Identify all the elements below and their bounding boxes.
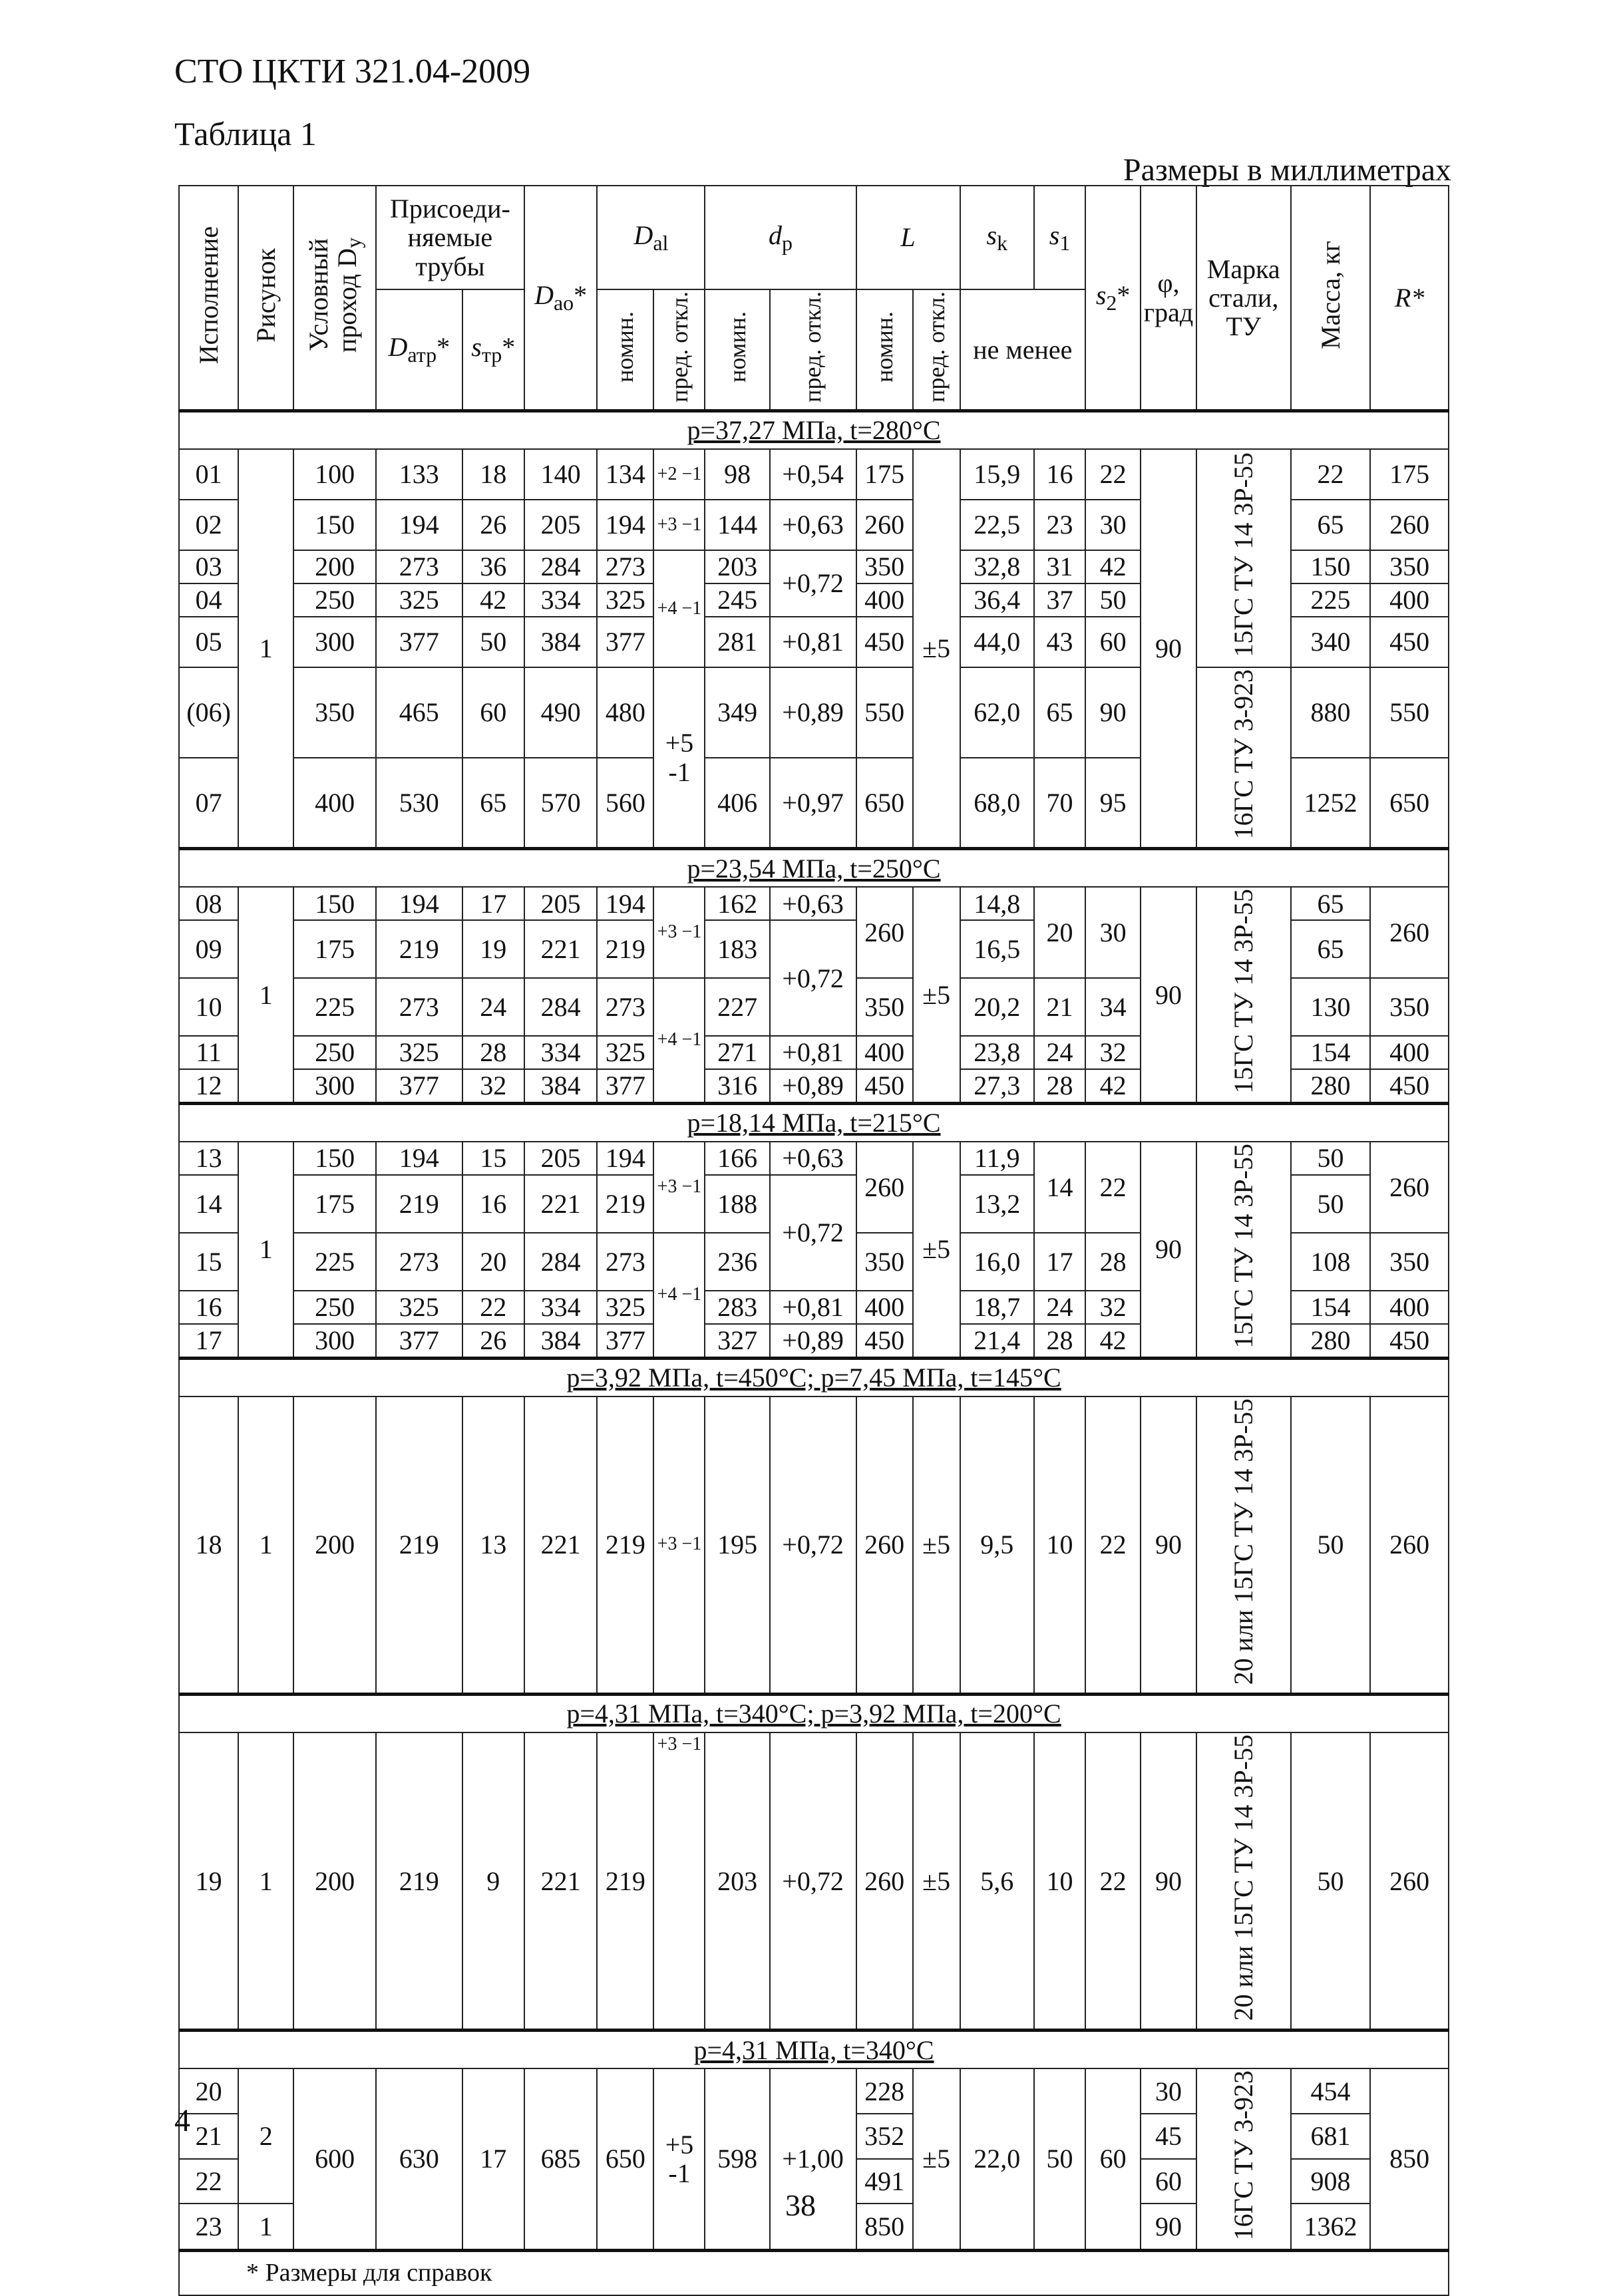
col-dal-nomin: номин. bbox=[597, 289, 653, 411]
units-note: Размеры в миллиметрах bbox=[1123, 152, 1451, 188]
col-dp-nomin: номин. bbox=[705, 289, 769, 411]
table-row: 19 1 200 219 9 221 219 +3 −1 203 +0,72 260 ±5 5,6 10 22 90 20 или 15ГС ТУ 14 3Р-55 50 260 bbox=[179, 1732, 1449, 2031]
footnote-row bbox=[179, 2250, 1449, 2295]
table-row: 07 400 530 65 570 560 406 +0,97 650 68,0 70 95 1252 650 bbox=[179, 758, 1449, 849]
section-row: p=18,14 МПа, t=215°С bbox=[179, 1103, 1449, 1142]
table-row: 03 200 273 36 284 273 +4 −1 203 +0,72 350 32,8 31 42 150 350 bbox=[179, 550, 1449, 583]
section-row: p=37,27 МПа, t=280°С bbox=[179, 411, 1449, 450]
table-row: 04 250 325 42 334 325 245 400 36,4 37 50 225 400 bbox=[179, 583, 1449, 617]
table-row: 20 2 600 630 17 685 650 +5 -1 598 +1,00 228 ±5 22,0 50 60 30 16ГС ТУ 3-923 454 850 bbox=[179, 2068, 1449, 2114]
col-dp: $d_p$ bbox=[705, 186, 856, 289]
col-dao: $D_{ао}*$ bbox=[524, 186, 597, 411]
table-row: 15 225 273 20 284 273 +4 −1 236 350 16,0 17 28 108 350 bbox=[179, 1233, 1449, 1291]
col-risunok: Рисунок bbox=[238, 186, 293, 411]
section-row: p=23,54 МПа, t=250°С bbox=[179, 849, 1449, 888]
table-row: 05 300 377 50 384 377 281 +0,81 450 44,0 43 60 340 450 bbox=[179, 617, 1449, 667]
table-row: 18 1 200 219 13 221 219 +3 −1 195 +0,72 260 ±5 9,5 10 22 90 20 или 15ГС ТУ 14 3Р-55 50 260 bbox=[179, 1396, 1449, 1695]
table-row: 02 150 194 26 205 194 +3 −1 144 +0,63 260 22,5 23 30 65 260 bbox=[179, 500, 1449, 550]
table-row: 22 491 60 908 bbox=[179, 2159, 1449, 2204]
col-smp: $s_{тр}*$ bbox=[462, 289, 524, 411]
col-ispolnenie: Исполнение bbox=[179, 186, 238, 411]
col-dal-pred: пред. откл. bbox=[653, 289, 705, 411]
col-r: R* bbox=[1370, 186, 1449, 411]
table-row: (06) 350 465 60 490 480 +5 -1 349 +0,89 550 62,0 65 90 16ГС ТУ 3-923 880 550 bbox=[179, 667, 1449, 758]
dimensions-table bbox=[178, 185, 1449, 2296]
table-row: 11 250 325 28 334 325 271 +0,81 400 23,8 24 32 154 400 bbox=[179, 1036, 1449, 1069]
col-mass: Масса, кг bbox=[1291, 186, 1371, 411]
table-row: 13 1 150 194 15 205 194 +3 −1 166 +0,63 260 ±5 11,9 14 22 90 15ГС ТУ 14 3Р-55 50 260 bbox=[179, 1142, 1449, 1175]
section-row: p=3,92 МПа, t=450°С; p=7,45 МПа, t=145°С bbox=[179, 1358, 1449, 1396]
table-row: 21 352 45 681 bbox=[179, 2114, 1449, 2159]
document-page-number: 38 bbox=[785, 2188, 816, 2222]
col-ne-menee: не менее bbox=[960, 289, 1086, 411]
table-row: 14 175 219 16 221 219 188 +0,72 13,2 50 bbox=[179, 1175, 1449, 1233]
col-pipes: Присоеди-няемые трубы bbox=[376, 186, 524, 289]
table-row: 23 1 850 90 1362 bbox=[179, 2204, 1449, 2250]
document-code: СТО ЦКТИ 321.04-2009 bbox=[174, 53, 531, 90]
table-title: Таблица 1 bbox=[174, 115, 317, 152]
table-row: 10 225 273 24 284 273 +4 −1 227 350 20,2 21 34 130 350 bbox=[179, 978, 1449, 1036]
section-row: p=4,31 МПа, t=340°С bbox=[179, 2031, 1449, 2069]
footnote: * Размеры для справок bbox=[179, 2250, 1449, 2295]
table-row: 08 1 150 194 17 205 194 +3 −1 162 +0,63 260 ±5 14,8 20 30 90 15ГС ТУ 14 3Р-55 65 260 bbox=[179, 887, 1449, 920]
table-row: 12 300 377 32 384 377 316 +0,89 450 27,3 28 42 280 450 bbox=[179, 1069, 1449, 1104]
section-page-number: 4 bbox=[174, 2103, 190, 2138]
table-row: 09 175 219 19 221 219 183 +0,72 16,5 65 bbox=[179, 920, 1449, 978]
col-dp-pred: пред. откл. bbox=[770, 289, 856, 411]
col-s2: $s_2*$ bbox=[1085, 186, 1141, 411]
col-dy: Условный проход $D_у$ bbox=[293, 186, 376, 411]
header-row-1 bbox=[179, 186, 1449, 289]
col-damp: $D_{атр}*$ bbox=[376, 289, 462, 411]
section-row: p=4,31 МПа, t=340°С; p=3,92 МПа, t=200°С bbox=[179, 1694, 1449, 1732]
table-row: 17 300 377 26 384 377 327 +0,89 450 21,4 28 42 280 450 bbox=[179, 1324, 1449, 1359]
col-l: L bbox=[856, 186, 960, 289]
table-row: 01 1 100 133 18 140 134 +2 −1 98 +0,54 175 ±5 15,9 16 22 90 15ГС ТУ 14 3Р-55 22 175 bbox=[179, 449, 1449, 500]
col-steel: Марка стали, ТУ bbox=[1196, 186, 1291, 411]
table-row: 16 250 325 22 334 325 283 +0,81 400 18,7 24 32 154 400 bbox=[179, 1291, 1449, 1324]
col-s1: $s_1$ bbox=[1034, 186, 1085, 289]
col-sk: $s_k$ bbox=[960, 186, 1034, 289]
col-phi: φ, град bbox=[1141, 186, 1196, 411]
col-dal: $D_{al}$ bbox=[597, 186, 705, 289]
col-l-pred: пред. откл. bbox=[913, 289, 960, 411]
col-l-nomin: номин. bbox=[856, 289, 913, 411]
